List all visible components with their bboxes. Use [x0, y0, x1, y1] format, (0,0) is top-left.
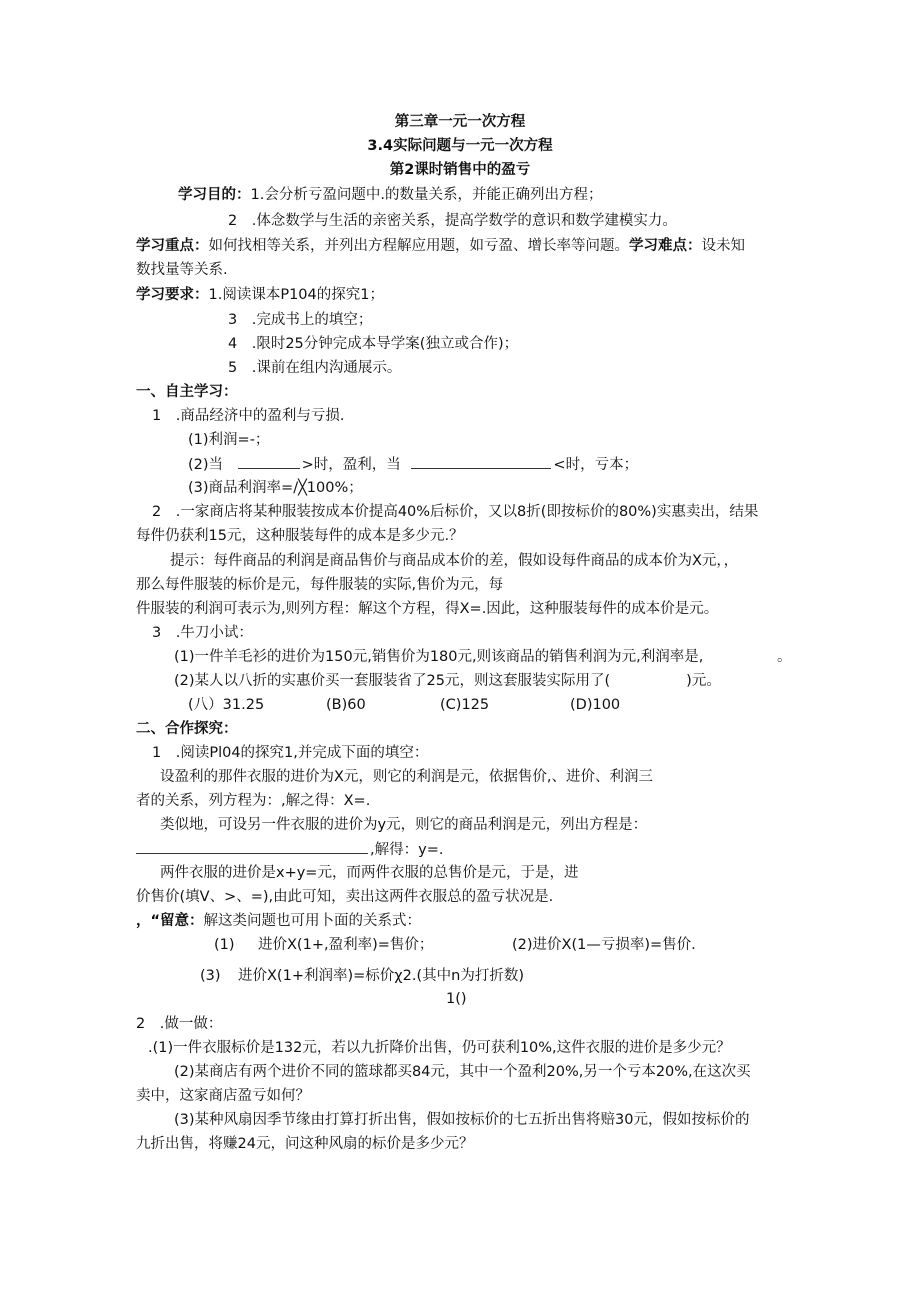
q3-1-text: (1)一件羊毛衫的进价为150元,销售价为180元,则该商品的销售利润为元,利润率是,	[174, 649, 704, 665]
formula3-num: (3)	[200, 968, 221, 984]
q3-1-end: 。	[777, 649, 792, 665]
part2-q2-2-line1: (2)某商店有两个进价不同的篮球都买84元，其中一个盈利20%,另一个亏本20%,在这次买	[174, 1064, 751, 1080]
q1-2-part-c: <时，亏本；	[553, 457, 639, 473]
note-line	[136, 911, 421, 931]
hint-line3: 件服装的利润可表示为,则列方程：解这个方程，得X=.因此，这种服装每件的成本价是元。	[136, 601, 719, 617]
objective-item1: 1.会分析亏盈问题中.的数量关系，并能正确列出方程；	[250, 187, 603, 203]
part1-heading: 一、自主学习：	[136, 384, 238, 400]
part2-q2-1: .(1)一件衣服标价是132元，若以九折降价出售，仍可获利10%,这件衣服的进价是多少元？	[148, 1040, 731, 1056]
part2-p1-line2: 者的关系，列方程为：,解之得：X=.	[136, 793, 371, 809]
q1-2-part-a: (2)当	[188, 457, 224, 473]
note-text: 解这类问题也可用卜面的关系式：	[203, 913, 422, 929]
requirements-line1	[136, 285, 384, 305]
difficulty-label: 学习难点：	[629, 238, 702, 254]
lesson-title: 第2课时销售中的盈亏	[389, 162, 531, 178]
difficulty-text-cont: 数找量等关系.	[136, 262, 228, 278]
requirement-item3: 3 .完成书上的填空；	[228, 312, 373, 328]
q1-2-part-b: >时，盈利，当	[301, 457, 401, 473]
focus-text: 如何找相等关系，并列出方程解应用题，如亏盈、增长率等问题。	[208, 238, 629, 254]
objectives-label: 学习目的：	[178, 187, 251, 203]
part1-q3-1	[174, 647, 703, 667]
option-d: (D)100	[570, 697, 621, 713]
blank-field[interactable]	[411, 454, 551, 469]
requirement-item5: 5 .课前在组内沟通展示。	[228, 360, 402, 376]
part1-q2-line1: 2 .一家商店将某种服装按成本价提高40%后标价，又以8折(即按标价的80%)实惠卖出，结果	[152, 504, 759, 520]
p2-solve-text: ,解得：y=.	[370, 842, 444, 858]
part2-p2-line1: 类似地，可设另一件衣服的进价为y元，则它的商品利润是元，列出方程是：	[160, 817, 648, 833]
option-c: (C)125	[440, 697, 490, 713]
formula3-sub: 1()	[446, 991, 467, 1007]
hint-line1: 提示：每件商品的利润是商品售价与商品成本价的差，假如设每件商品的成本价为X元，，	[170, 553, 739, 569]
formula3-text: 进价X(1+利润率)=标价χ2.(其中n为打折数)	[238, 968, 524, 984]
part1-q2-line2: 每件仍获利15元，这种服装每件的成本是多少元.？	[136, 528, 464, 544]
part2-p3-line2: 价售价(填V、>、=),由此可知，卖出这两件衣服总的盈亏状况是.	[136, 889, 554, 905]
formula2-text: (2)进价X(1—亏损率)=售价.	[512, 937, 696, 953]
q3-2-end: )元。	[686, 673, 721, 689]
part1-q1-2	[188, 454, 638, 475]
focus-label: 学习重点：	[136, 238, 209, 254]
part2-p1-line1: 设盈利的那件衣服的进价为X元，则它的利润是元，依据售价,、进价、利润三	[160, 769, 654, 785]
part2-q1: 1 .阅读Pl04的探究1,并完成下面的填空：	[152, 745, 429, 761]
requirement-item4: 4 .限时25分钟完成本导学案(独立或合作)；	[228, 336, 519, 352]
part2-p2-line2	[136, 839, 443, 860]
section-title: 3.4实际问题与一元一次方程	[367, 138, 553, 154]
focus-line1	[136, 236, 745, 256]
q3-2-text: (2)某人以八折的实惠价买一套服装省了25元，则这套服装实际用了(	[174, 673, 611, 689]
part1-q3-2	[174, 671, 721, 691]
option-a: (八）31.25	[188, 697, 265, 713]
part2-p3-line1: 两件衣服的进价是x+y=元，而两件衣服的总售价是元，于是，进	[160, 865, 579, 881]
hint-line2: 那么每件服装的标价是元，每件服装的实际,售价为元，每	[136, 577, 504, 593]
chapter-title: 第三章一元一次方程	[394, 114, 526, 130]
note-label: ，“留意：	[136, 913, 204, 929]
objective-item2: 2 .体念数学与生活的亲密关系，提高学数学的意识和数学建模实力。	[228, 213, 677, 229]
difficulty-text: 设未知	[701, 238, 745, 254]
part2-q2-3-line2: 九折出售，将赚24元，问这种风扇的标价是多少元？	[136, 1136, 474, 1152]
option-b: (B)60	[326, 697, 366, 713]
requirement-item1: 1.阅读课本P104的探究1；	[208, 287, 384, 303]
objectives-line1	[178, 185, 602, 205]
part2-q2: 2 .做一做：	[136, 1016, 223, 1032]
blank-field[interactable]	[136, 839, 368, 854]
part2-heading: 二、合作探究：	[136, 721, 238, 737]
formula1-num: (1)	[214, 937, 235, 953]
formula1-text: 进价X(1+,盈利率)=售价；	[258, 937, 434, 953]
part2-q2-2-line2: 卖中，这家商店盈亏如何？	[136, 1088, 310, 1104]
part1-q1: 1 .商品经济中的盈利与亏损.	[152, 408, 345, 424]
requirements-label: 学习要求：	[136, 287, 209, 303]
part2-q2-3-line1: (3)某种风扇因季节缘由打算打折出售，假如按标价的七五折出售将赔30元，假如按标价的	[174, 1112, 750, 1128]
blank-field[interactable]	[238, 454, 300, 469]
part1-q1-3: (3)商品利润率=/╳100%；	[188, 480, 363, 496]
part1-q1-1: (1)利润=-；	[188, 432, 270, 448]
part1-q3: 3 .牛刀小试：	[152, 625, 253, 641]
